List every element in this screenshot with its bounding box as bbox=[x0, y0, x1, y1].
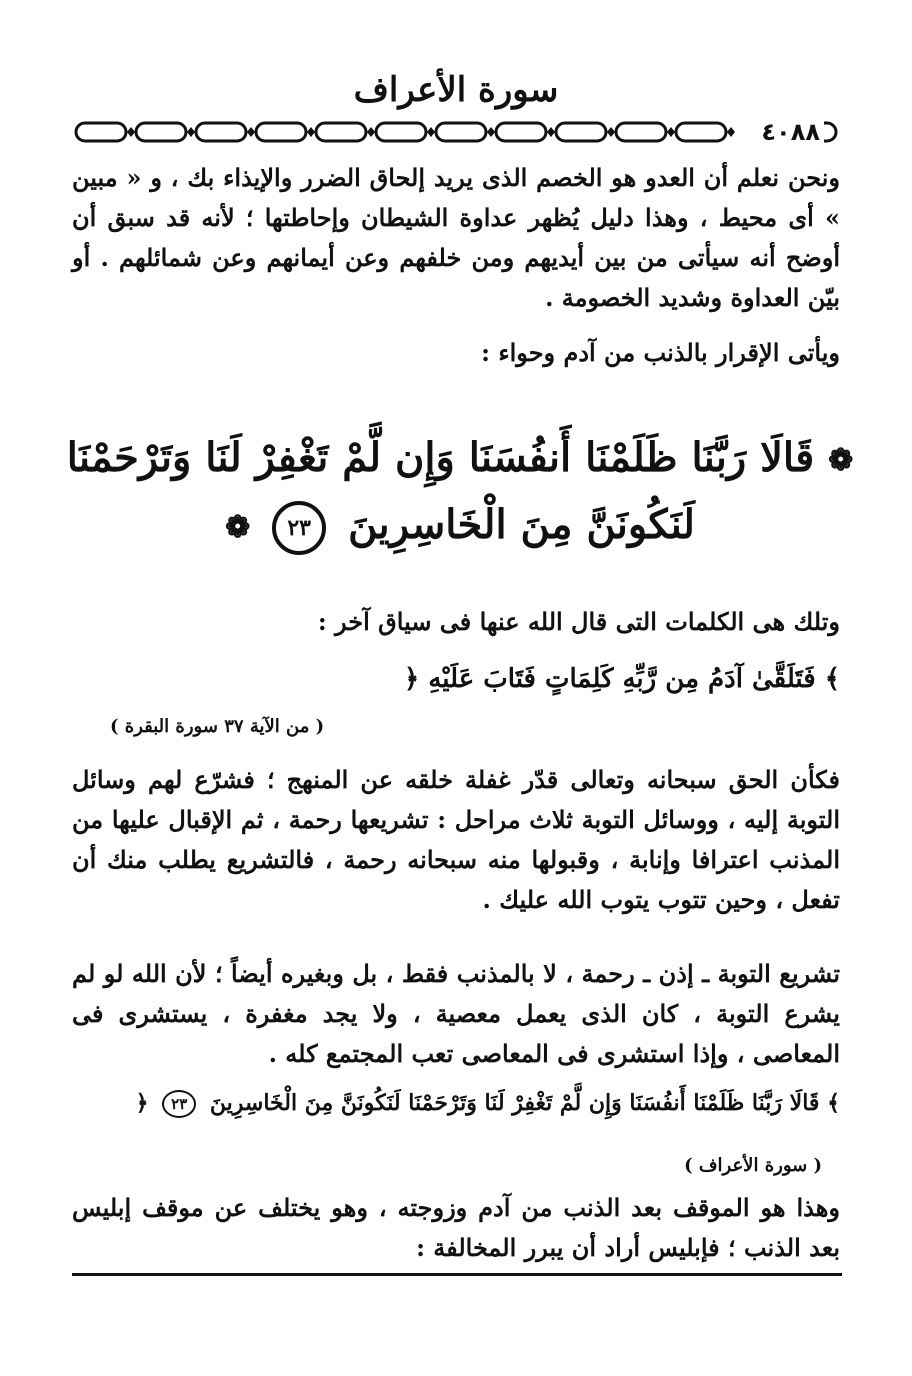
surah-title: سورة الأعراف bbox=[353, 70, 559, 110]
ayah-number-badge-small: ٢٣ bbox=[162, 1090, 196, 1118]
quran-verse-line-2 bbox=[60, 493, 860, 560]
quran-verse-baqara bbox=[72, 664, 840, 694]
page-number: ٤٠٨٨ bbox=[757, 118, 824, 146]
verse-close-ornament-icon: ❁ bbox=[225, 510, 251, 545]
quran-verse-line-1-text: قَالَا رَبَّنَا ظَلَمْنَا أَنفُسَنَا وَإِن لَّمْ تَغْفِرْ لَنَا وَتَرْحَمْنَا bbox=[66, 434, 815, 481]
verse-bracket-close: ﴿ bbox=[404, 664, 420, 694]
footer-divider bbox=[72, 1273, 842, 1276]
quran-verse-repeat bbox=[72, 1090, 840, 1118]
paragraph-5: تشريع التوبة ـ إذن ـ رحمة ، لا بالمذنب فقط ، بل وبغيره أيضاً ؛ لأن الله لو لم يشرع التوبة ، كان الذى يعمل معصية ، ولا يجد مغفرة ، يستشرى فى المعاصى ، وإذا استشرى فى المعاصى تعب المجتمع كله . bbox=[72, 959, 840, 1068]
ayah-number-badge: ٢٣ bbox=[272, 501, 326, 555]
verse-bracket-open: ﴾ bbox=[824, 664, 840, 694]
verse-open-ornament-icon: ❁ bbox=[828, 443, 854, 478]
quran-verse-repeat-text: قَالَا رَبَّنَا ظَلَمْنَا أَنفُسَنَا وَإِن لَّمْ تَغْفِرْ لَنَا وَتَرْحَمْنَا لَنَكُونَنَّ مِنَ الْخَاسِرِينَ bbox=[209, 1090, 820, 1116]
paragraph-2: ويأتى الإقرار بالذنب من آدم وحواء : bbox=[481, 338, 840, 367]
quran-verse-line-1 bbox=[60, 426, 860, 493]
quran-verse-line-2-text: لَنَكُونَنَّ مِنَ الْخَاسِرِينَ bbox=[348, 501, 695, 548]
decorative-border bbox=[72, 118, 840, 146]
paragraph-1: ونحن نعلم أن العدو هو الخصم الذى يريد إلحاق الضرر والإيذاء بك ، و « مبين » أى محيط ، وهذا دليل يُظهر عداوة الشيطان وإحاطتها ؛ لأنه قد سبق أن أوضح أنه سيأتى من بين أيديهم ومن خلفهم وعن أيمانهم وعن شمائلهم . أو بيّن العداوة وشديد الخصومة . bbox=[72, 163, 841, 312]
quran-verse-main bbox=[60, 426, 860, 560]
verse-bracket-close: ﴿ bbox=[135, 1090, 149, 1116]
paragraph-3: وتلك هى الكلمات التى قال الله عنها فى سياق آخر : bbox=[317, 607, 840, 636]
paragraph-4: فكأن الحق سبحانه وتعالى قدّر غفلة خلقه عن المنهج ؛ فشرّع لهم وسائل التوبة إليه ، ووسائل التوبة ثلاث مراحل : تشريعها رحمة ، ثم الإقبال عليها من المذنب اعترافا وإنابة ، وقبولها منه سبحانه رحمة ، فالتشريع يطلب منك أن تفعل ، وحين تتوب يتوب الله عليك . bbox=[72, 765, 840, 914]
verse-reference-baqara: ( من الآية ٣٧ سورة البقرة ) bbox=[110, 716, 325, 737]
quran-verse-baqara-text: فَتَلَقَّىٰ آدَمُ مِن رَّبِّهِ كَلِمَاتٍ فَتَابَ عَلَيْهِ bbox=[428, 664, 816, 694]
paragraph-6: وهذا هو الموقف بعد الذنب من آدم وزوجته ، وهو يختلف عن موقف إبليس بعد الذنب ؛ فإبليس أراد أن يبرر المخالفة : bbox=[72, 1193, 840, 1262]
verse-bracket-open: ﴾ bbox=[827, 1090, 840, 1116]
verse-reference-araf: ( سورة الأعراف ) bbox=[684, 1155, 822, 1176]
